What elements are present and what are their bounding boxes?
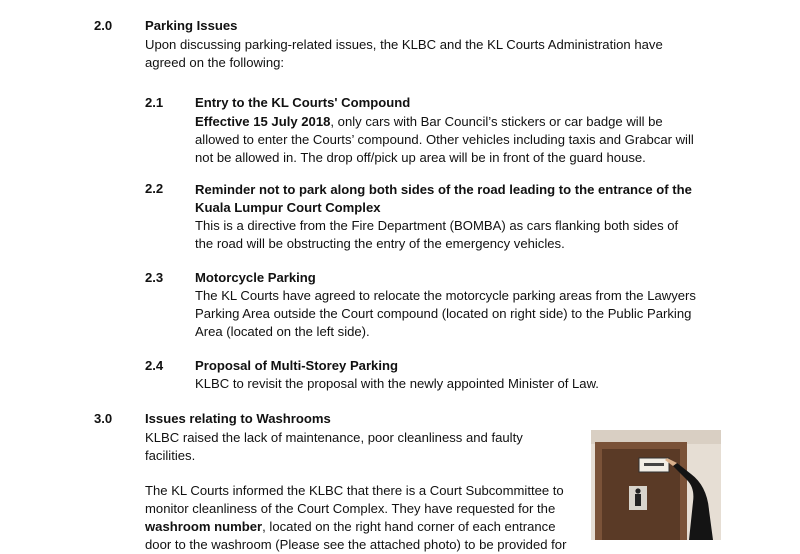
item-title-multi-storey: Proposal of Multi-Storey Parking (195, 358, 398, 373)
intro-line: Upon discussing parking-related issues, the KLBC and the KL Courts Administration have (145, 37, 663, 52)
section-3-para-1 (145, 429, 585, 465)
body-line-rest: , located on the right hand corner of each entrance (262, 519, 556, 534)
body-line: Parking Area outside the Court compound (located on right side) to the Public Parking (195, 306, 692, 321)
section-title-parking-issues: Parking Issues (145, 18, 238, 33)
sign-figure-body-icon (635, 494, 641, 506)
body-line: the road will be obstructing the entry of the emergency vehicles. (195, 236, 565, 251)
body-line: This is a directive from the Fire Department (BOMBA) as cars flanking both sides of (195, 218, 679, 233)
door-illustration (591, 430, 721, 540)
body-line-rest: , only cars with Bar Council’s stickers or car badge will be (330, 114, 663, 129)
body-line: not be allowed in. The drop off/pick up area will be in front of the guard house. (195, 150, 646, 165)
item-title-courts-compound: Entry to the KL Courts' Compound (195, 95, 411, 110)
item-2-2-body (195, 217, 705, 253)
item-number-2-4: 2.4 (145, 358, 164, 373)
effective-date: Effective 15 July 2018 (195, 114, 331, 129)
washroom-door-photo (591, 430, 721, 540)
body-line: monitor cleanliness of the Court Complex. They have requested for the (145, 501, 556, 516)
body-line: The KL Courts have agreed to relocate the motorcycle parking areas from the Lawyers (195, 288, 696, 303)
body-line: KLBC raised the lack of maintenance, poor cleanliness and faulty (145, 430, 523, 445)
item-number-2-3: 2.3 (145, 270, 164, 285)
plate-text (644, 463, 664, 466)
body-line: facilities. (145, 448, 196, 463)
section-number-2-0: 2.0 (94, 18, 113, 33)
wall-shadow (591, 430, 721, 444)
item-2-4-body (195, 375, 705, 393)
title-line: Reminder not to park along both sides of the road leading to the entrance of the (195, 182, 692, 197)
section-number-3-0: 3.0 (94, 411, 113, 426)
item-number-2-1: 2.1 (145, 95, 164, 110)
body-line: Area (located on the left side). (195, 324, 370, 339)
section-2-intro (145, 36, 702, 72)
item-number-2-2: 2.2 (145, 181, 164, 196)
sign-figure-head-icon (635, 488, 640, 493)
section-title-washrooms: Issues relating to Washrooms (145, 411, 331, 426)
body-line: door to the washroom (Please see the attached photo) to be provided for (145, 537, 567, 552)
body-line: allowed to enter the Courts’ compound. Other vehicles including taxis and Grabcar will (195, 132, 694, 147)
item-title-road-reminder (195, 181, 705, 217)
item-2-3-body (195, 287, 705, 341)
item-title-motorcycle: Motorcycle Parking (195, 270, 316, 285)
item-2-1-body (195, 113, 705, 167)
body-line: The KL Courts informed the KLBC that there is a Court Subcommittee to (145, 483, 564, 498)
intro-line: agreed on the following: (145, 55, 285, 70)
body-line: KLBC to revisit the proposal with the newly appointed Minister of Law. (195, 376, 599, 391)
section-3-para-2 (145, 482, 585, 554)
body-line (145, 518, 585, 536)
title-line: Kuala Lumpur Court Complex (195, 200, 381, 215)
washroom-number: washroom number (145, 519, 263, 534)
body-line (195, 113, 705, 131)
